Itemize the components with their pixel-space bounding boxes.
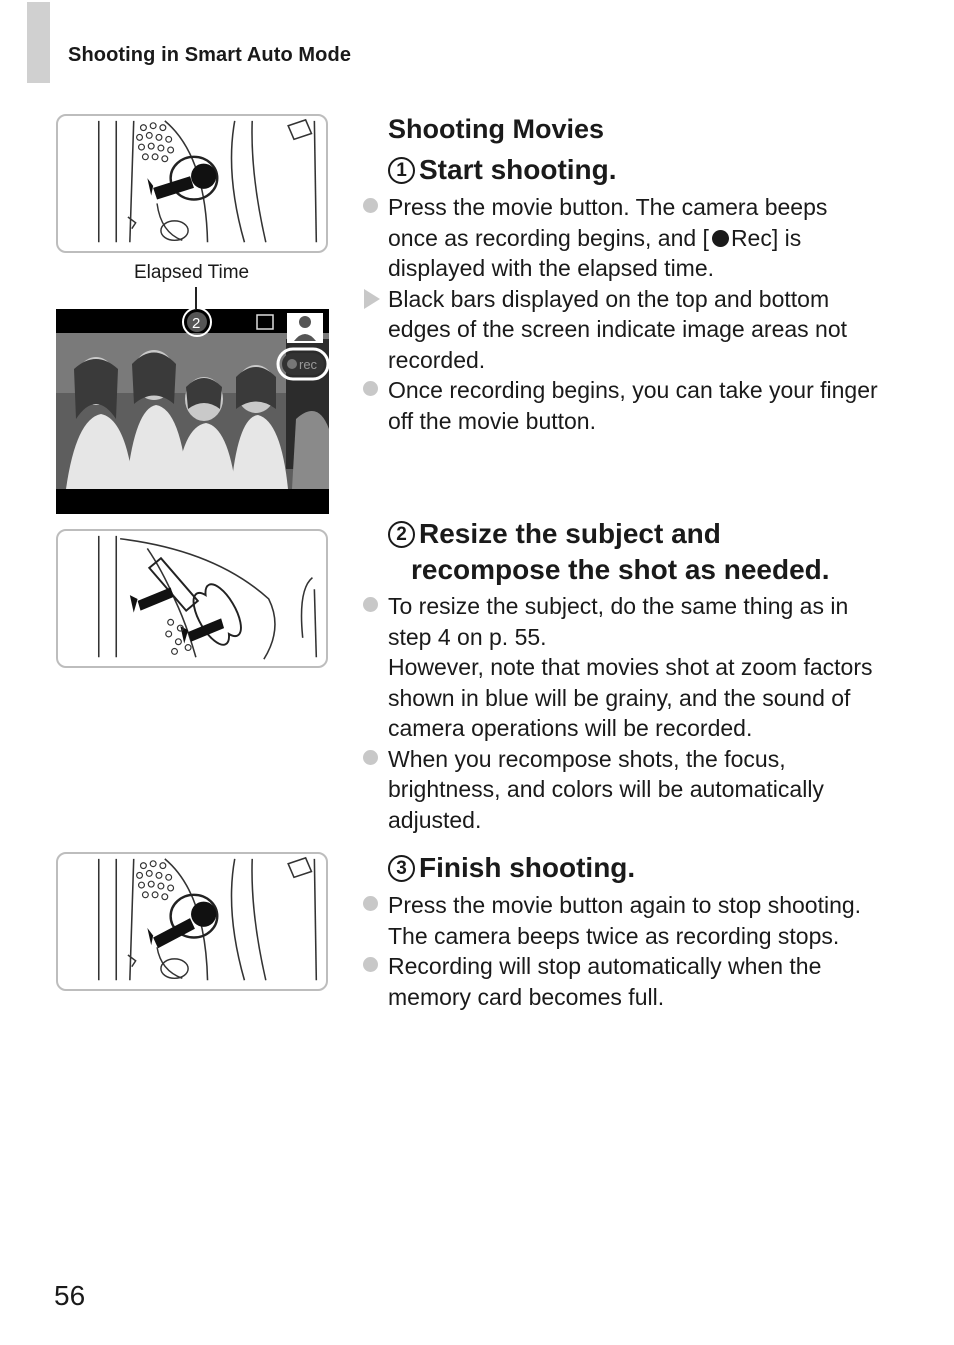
recording-screen-image <box>56 309 329 514</box>
bullet-dot-icon <box>363 198 378 213</box>
step-1-title: Start shooting. <box>419 154 617 185</box>
page-number: 56 <box>54 1280 86 1311</box>
bullet-triangle-icon <box>364 289 380 309</box>
list-item: Once recording begins, you can take your finger off the movie button. <box>362 375 882 436</box>
elapsed-time-label: Elapsed Time <box>134 262 250 283</box>
step-3-heading <box>388 850 882 886</box>
bullet-dot-icon <box>363 750 378 765</box>
running-head: Shooting in Smart Auto Mode <box>68 44 352 66</box>
camera-zoom-lever-illustration <box>56 529 328 668</box>
bullet-dot-icon <box>363 957 378 972</box>
step-2-title-line1: Resize the subject and <box>419 518 721 549</box>
zoom-lever-icon <box>58 531 326 666</box>
step-3-title: Finish shooting. <box>419 852 636 883</box>
step-1-heading <box>388 152 882 188</box>
list-item: Recording will stop automatically when the memory card becomes full. <box>362 951 882 1012</box>
step-3-number: 3 <box>388 855 415 882</box>
step-1-number: 1 <box>388 157 415 184</box>
camera-stop-icon <box>58 854 326 989</box>
section-title: Shooting Movies <box>388 114 604 144</box>
list-item: Black bars displayed on the top and bottom edges of the screen indicate image areas not recorded. <box>362 284 882 376</box>
step-1-block <box>362 112 882 436</box>
camera-movie-button-illustration <box>56 114 328 253</box>
bullet-dot-icon <box>363 597 378 612</box>
chapter-tab <box>27 2 50 83</box>
camera-press-icon <box>58 116 326 251</box>
list-item: Press the movie button again to stop shooting. The camera beeps twice as recording stops. <box>362 890 882 951</box>
bullet-dot-icon <box>363 381 378 396</box>
step-3-block <box>362 850 882 1012</box>
list-item: To resize the subject, do the same thing as in step 4 on p. 55. However, note that movies shot at zoom factors shown in blue will be grainy, and the sound of camera operations will be recorded. <box>362 591 882 744</box>
camera-stop-button-illustration <box>56 852 328 991</box>
step-2-block <box>362 516 882 835</box>
svg-text:2: 2 <box>192 315 201 332</box>
callout-leader-line <box>195 287 197 309</box>
svg-text:rec: rec <box>299 357 318 372</box>
record-dot-icon <box>712 230 729 247</box>
step-2-title-line2: recompose the shot as needed. <box>411 554 830 585</box>
bullet-dot-icon <box>363 896 378 911</box>
step-2-heading <box>388 516 882 588</box>
list-item: Press the movie button. The camera beeps once as recording begins, and [ Rec] is displayed with the elapsed time. <box>362 192 882 284</box>
list-item: When you recompose shots, the focus, brightness, and colors will be automatically adjusted. <box>362 744 882 836</box>
step-2-number: 2 <box>388 521 415 548</box>
